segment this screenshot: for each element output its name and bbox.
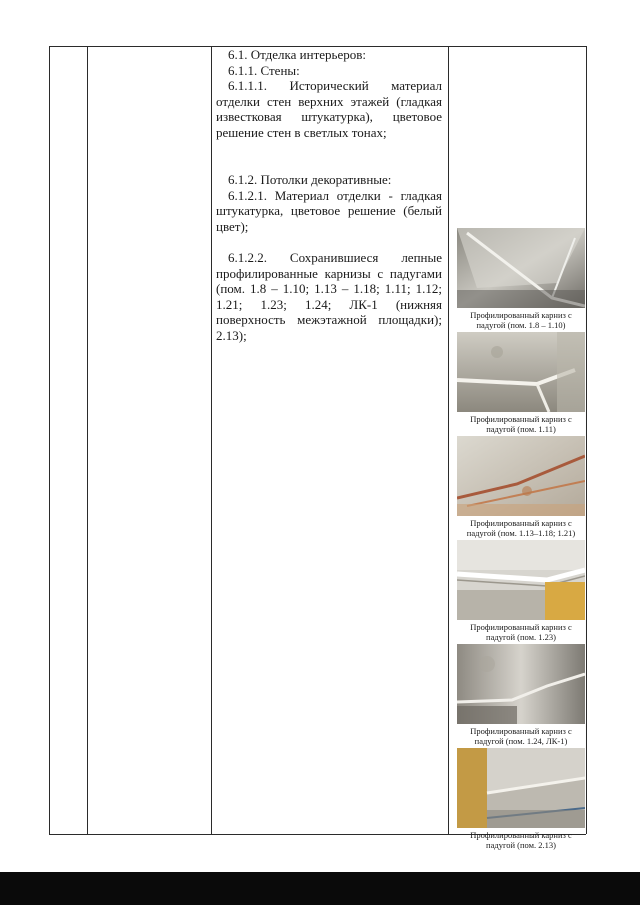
cornice-photo: [457, 540, 585, 620]
table-border-left: [49, 46, 50, 834]
photo-caption: Профилированный карниз с падугой (пом. 1.13–1.18; 1.21): [466, 518, 576, 538]
cornice-photo: [457, 228, 585, 308]
scan-bottom-edge: [0, 872, 640, 905]
ceilings-heading: 6.1.2. Потолки декоративные:: [228, 172, 392, 187]
requirements-text-cell: [216, 47, 442, 343]
photo-caption: Профилированный карниз с падугой (пом. 1.24, ЛК-1): [470, 726, 572, 746]
photo-caption: Профилированный карниз с падугой (пом. 2.13): [470, 830, 572, 850]
cornice-photo: [457, 644, 585, 724]
cornice-photo: [457, 748, 585, 828]
cornice-photo: [457, 332, 585, 412]
table-divider-3: [448, 46, 449, 834]
photo-item: [455, 332, 587, 434]
photo-item: [455, 644, 587, 746]
photo-item: [455, 540, 587, 642]
table-divider-1: [87, 46, 88, 834]
photo-caption: Профилированный карниз с падугой (пом. 1.8 – 1.10): [470, 310, 572, 330]
photo-caption: Профилированный карниз с падугой (пом. 1.11): [470, 414, 572, 434]
photo-item: [455, 748, 587, 850]
ceilings-item-2: 6.1.2.2. Сохранившиеся лепные профилированные карнизы с падугами (пом. 1.8 – 1.10; 1.13 – 1.18; 1.11; 1.12; 1.21; 1.23; 1.24; ЛК-1 (нижняя поверхность межэтажной площадки); 2.13);: [216, 250, 442, 343]
interior-heading: 6.1. Отделка интерьеров:: [228, 47, 366, 62]
walls-heading: 6.1.1. Стены:: [228, 62, 300, 78]
photo-column: [455, 228, 587, 852]
photo-item: [455, 228, 587, 330]
ceilings-item-1: 6.1.2.1. Материал отделки - гладкая штукатурка, цветовое решение (белый цвет);: [216, 187, 442, 234]
cornice-photo: [457, 436, 585, 516]
table-divider-2: [211, 46, 212, 834]
photo-item: [455, 436, 587, 538]
walls-item: 6.1.1.1. Исторический материал отделки стен верхних этажей (гладкая известковая штукатурка), цветовое решение стен в светлых тонах;: [216, 78, 442, 140]
photo-caption: Профилированный карниз с падугой (пом. 1.23): [470, 622, 572, 642]
